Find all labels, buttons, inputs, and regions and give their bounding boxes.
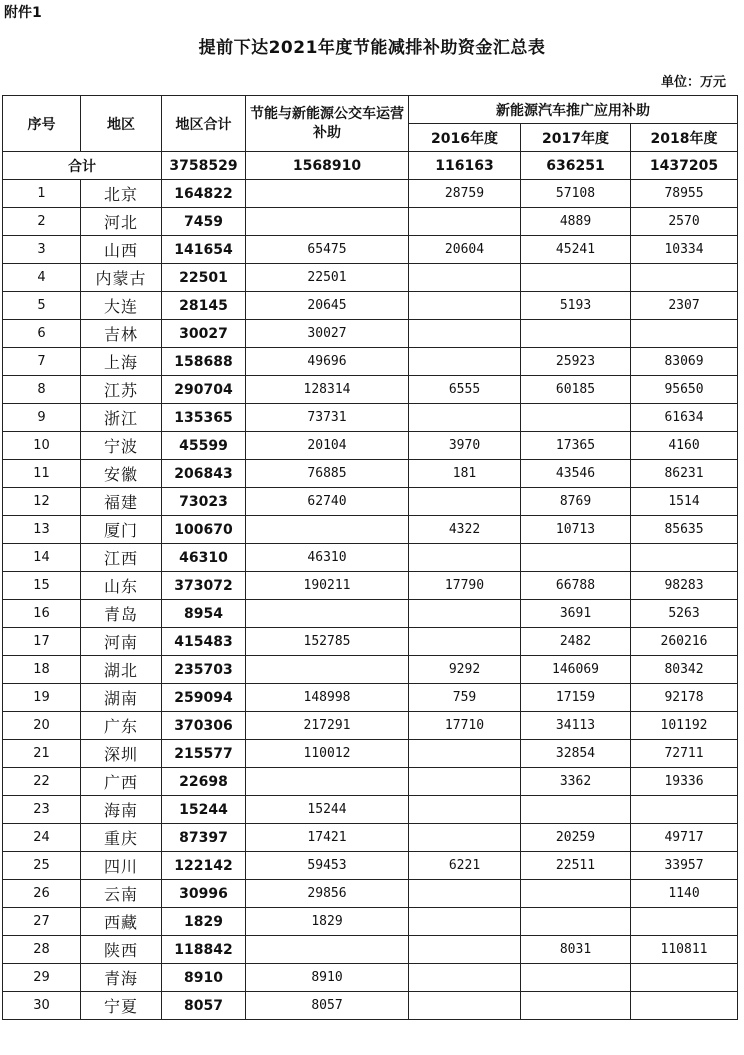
row-2018: 10334 (631, 236, 738, 264)
row-region-total: 28145 (162, 292, 246, 320)
row-2016: 17790 (409, 572, 521, 600)
row-2016: 20604 (409, 236, 521, 264)
row-index: 11 (3, 460, 81, 488)
row-2016: 4322 (409, 516, 521, 544)
subsidy-summary-table (2, 95, 738, 1020)
row-region-total: 7459 (162, 208, 246, 236)
row-region-total: 259094 (162, 684, 246, 712)
row-bus-subsidy (246, 656, 409, 684)
row-index: 27 (3, 908, 81, 936)
table-row (3, 432, 738, 460)
row-region-total: 30027 (162, 320, 246, 348)
row-2018: 83069 (631, 348, 738, 376)
row-bus-subsidy (246, 600, 409, 628)
row-2018 (631, 320, 738, 348)
document-title: 提前下达2021年度节能减排补助资金汇总表 (198, 38, 546, 58)
row-bus-subsidy: 17421 (246, 824, 409, 852)
table-row (3, 964, 738, 992)
row-bus-subsidy: 30027 (246, 320, 409, 348)
total-region-sum: 3758529 (162, 152, 246, 180)
row-region-total: 100670 (162, 516, 246, 544)
row-2018: 33957 (631, 852, 738, 880)
row-2017: 66788 (521, 572, 631, 600)
header-nev-subsidy: 新能源汽车推广应用补助 (409, 96, 738, 124)
row-2016 (409, 796, 521, 824)
table-row (3, 852, 738, 880)
row-2017: 22511 (521, 852, 631, 880)
row-region: 上海 (81, 348, 162, 376)
row-2017: 60185 (521, 376, 631, 404)
row-bus-subsidy: 49696 (246, 348, 409, 376)
row-index: 4 (3, 264, 81, 292)
row-region: 云南 (81, 880, 162, 908)
row-region-total: 46310 (162, 544, 246, 572)
row-region: 海南 (81, 796, 162, 824)
row-index: 16 (3, 600, 81, 628)
row-bus-subsidy: 76885 (246, 460, 409, 488)
row-bus-subsidy: 128314 (246, 376, 409, 404)
row-bus-subsidy: 73731 (246, 404, 409, 432)
row-index: 13 (3, 516, 81, 544)
row-2016 (409, 824, 521, 852)
row-index: 19 (3, 684, 81, 712)
row-2017: 8769 (521, 488, 631, 516)
row-2018 (631, 264, 738, 292)
row-2017: 3362 (521, 768, 631, 796)
row-index: 14 (3, 544, 81, 572)
row-region: 青岛 (81, 600, 162, 628)
attachment-label: 附件1 (4, 5, 42, 21)
row-region: 厦门 (81, 516, 162, 544)
row-2018: 2307 (631, 292, 738, 320)
row-region-total: 164822 (162, 180, 246, 208)
row-index: 10 (3, 432, 81, 460)
row-2017: 57108 (521, 180, 631, 208)
row-index: 25 (3, 852, 81, 880)
row-2018: 1140 (631, 880, 738, 908)
table-row (3, 516, 738, 544)
row-region: 山东 (81, 572, 162, 600)
table-row (3, 992, 738, 1020)
row-bus-subsidy (246, 516, 409, 544)
row-bus-subsidy: 62740 (246, 488, 409, 516)
row-index: 21 (3, 740, 81, 768)
row-region: 重庆 (81, 824, 162, 852)
row-index: 8 (3, 376, 81, 404)
row-region-total: 22698 (162, 768, 246, 796)
row-region: 湖北 (81, 656, 162, 684)
row-2017 (521, 264, 631, 292)
total-2018: 1437205 (631, 152, 738, 180)
row-2016 (409, 908, 521, 936)
row-2017: 17159 (521, 684, 631, 712)
row-2017: 17365 (521, 432, 631, 460)
row-2018: 78955 (631, 180, 738, 208)
table-row (3, 180, 738, 208)
row-region-total: 235703 (162, 656, 246, 684)
row-region-total: 135365 (162, 404, 246, 432)
row-bus-subsidy: 8057 (246, 992, 409, 1020)
row-region: 四川 (81, 852, 162, 880)
row-bus-subsidy: 8910 (246, 964, 409, 992)
row-bus-subsidy: 65475 (246, 236, 409, 264)
row-2016: 6221 (409, 852, 521, 880)
row-2017: 2482 (521, 628, 631, 656)
row-2017: 8031 (521, 936, 631, 964)
row-2017 (521, 992, 631, 1020)
row-region: 陕西 (81, 936, 162, 964)
row-2017 (521, 796, 631, 824)
row-index: 1 (3, 180, 81, 208)
table-row (3, 572, 738, 600)
table-row (3, 320, 738, 348)
row-2018: 95650 (631, 376, 738, 404)
row-bus-subsidy: 59453 (246, 852, 409, 880)
row-2017: 45241 (521, 236, 631, 264)
row-2016 (409, 880, 521, 908)
row-2017: 5193 (521, 292, 631, 320)
row-2017 (521, 880, 631, 908)
row-bus-subsidy (246, 768, 409, 796)
row-region-total: 118842 (162, 936, 246, 964)
row-region-total: 206843 (162, 460, 246, 488)
table-row (3, 488, 738, 516)
row-region: 广西 (81, 768, 162, 796)
row-2016 (409, 600, 521, 628)
row-bus-subsidy (246, 936, 409, 964)
row-region: 吉林 (81, 320, 162, 348)
row-2016 (409, 544, 521, 572)
row-bus-subsidy: 22501 (246, 264, 409, 292)
row-region-total: 141654 (162, 236, 246, 264)
row-index: 22 (3, 768, 81, 796)
row-region-total: 87397 (162, 824, 246, 852)
row-bus-subsidy: 15244 (246, 796, 409, 824)
row-2017: 32854 (521, 740, 631, 768)
row-region-total: 370306 (162, 712, 246, 740)
row-index: 17 (3, 628, 81, 656)
row-bus-subsidy: 46310 (246, 544, 409, 572)
row-2018: 98283 (631, 572, 738, 600)
row-2018: 61634 (631, 404, 738, 432)
header-year-2017: 2017年度 (521, 124, 631, 152)
row-2018: 260216 (631, 628, 738, 656)
header-index: 序号 (3, 96, 81, 152)
header-row-1 (3, 96, 738, 124)
row-region: 河北 (81, 208, 162, 236)
row-index: 6 (3, 320, 81, 348)
row-2016: 759 (409, 684, 521, 712)
row-2017 (521, 908, 631, 936)
table-row (3, 796, 738, 824)
row-region-total: 158688 (162, 348, 246, 376)
row-2016: 28759 (409, 180, 521, 208)
row-2016: 6555 (409, 376, 521, 404)
row-2018: 2570 (631, 208, 738, 236)
row-2018: 1514 (631, 488, 738, 516)
row-2016 (409, 628, 521, 656)
row-index: 5 (3, 292, 81, 320)
row-bus-subsidy: 152785 (246, 628, 409, 656)
row-region: 广东 (81, 712, 162, 740)
row-index: 15 (3, 572, 81, 600)
row-bus-subsidy: 148998 (246, 684, 409, 712)
row-2016 (409, 936, 521, 964)
table-row (3, 236, 738, 264)
row-index: 9 (3, 404, 81, 432)
row-2017: 3691 (521, 600, 631, 628)
table-row (3, 740, 738, 768)
unit-label: 单位：万元 (660, 75, 726, 90)
row-2018: 86231 (631, 460, 738, 488)
row-2017: 4889 (521, 208, 631, 236)
row-region-total: 8057 (162, 992, 246, 1020)
row-2017 (521, 404, 631, 432)
row-region-total: 15244 (162, 796, 246, 824)
row-region: 江西 (81, 544, 162, 572)
row-region-total: 290704 (162, 376, 246, 404)
row-index: 18 (3, 656, 81, 684)
row-2016: 3970 (409, 432, 521, 460)
row-2016 (409, 740, 521, 768)
row-2017: 20259 (521, 824, 631, 852)
header-region: 地区 (81, 96, 162, 152)
table-row (3, 404, 738, 432)
table-row (3, 936, 738, 964)
header-bus-subsidy: 节能与新能源公交车运营补助 (246, 96, 409, 152)
row-index: 12 (3, 488, 81, 516)
row-region: 河南 (81, 628, 162, 656)
row-2016: 9292 (409, 656, 521, 684)
total-label: 合计 (3, 152, 162, 180)
row-bus-subsidy (246, 208, 409, 236)
row-2018: 5263 (631, 600, 738, 628)
row-2018: 85635 (631, 516, 738, 544)
row-region: 深圳 (81, 740, 162, 768)
row-region: 宁夏 (81, 992, 162, 1020)
row-2018: 49717 (631, 824, 738, 852)
row-index: 2 (3, 208, 81, 236)
row-2017: 10713 (521, 516, 631, 544)
row-region-total: 45599 (162, 432, 246, 460)
row-2017 (521, 320, 631, 348)
row-2017 (521, 964, 631, 992)
row-2016 (409, 992, 521, 1020)
row-index: 7 (3, 348, 81, 376)
row-bus-subsidy: 217291 (246, 712, 409, 740)
row-region: 安徽 (81, 460, 162, 488)
row-region-total: 30996 (162, 880, 246, 908)
row-2018 (631, 992, 738, 1020)
row-2016 (409, 404, 521, 432)
total-2016: 116163 (409, 152, 521, 180)
header-year-2016: 2016年度 (409, 124, 521, 152)
total-2017: 636251 (521, 152, 631, 180)
row-index: 20 (3, 712, 81, 740)
row-2017: 34113 (521, 712, 631, 740)
row-index: 30 (3, 992, 81, 1020)
table-row (3, 264, 738, 292)
table-row (3, 712, 738, 740)
row-2017: 43546 (521, 460, 631, 488)
table-row (3, 824, 738, 852)
row-bus-subsidy: 1829 (246, 908, 409, 936)
row-index: 28 (3, 936, 81, 964)
row-bus-subsidy (246, 180, 409, 208)
row-2016 (409, 964, 521, 992)
row-region: 山西 (81, 236, 162, 264)
table-row (3, 656, 738, 684)
row-2018: 110811 (631, 936, 738, 964)
table-row (3, 376, 738, 404)
row-2016 (409, 768, 521, 796)
row-region-total: 415483 (162, 628, 246, 656)
table-row (3, 880, 738, 908)
row-region: 北京 (81, 180, 162, 208)
total-bus: 1568910 (246, 152, 409, 180)
row-2016 (409, 348, 521, 376)
total-row (3, 152, 738, 180)
row-region-total: 22501 (162, 264, 246, 292)
row-bus-subsidy: 190211 (246, 572, 409, 600)
row-index: 23 (3, 796, 81, 824)
row-region: 西藏 (81, 908, 162, 936)
row-region: 湖南 (81, 684, 162, 712)
row-region-total: 8954 (162, 600, 246, 628)
table-row (3, 908, 738, 936)
row-2017: 146069 (521, 656, 631, 684)
row-region-total: 215577 (162, 740, 246, 768)
row-region: 大连 (81, 292, 162, 320)
row-region-total: 122142 (162, 852, 246, 880)
row-2017 (521, 544, 631, 572)
row-index: 29 (3, 964, 81, 992)
row-region-total: 1829 (162, 908, 246, 936)
row-bus-subsidy: 110012 (246, 740, 409, 768)
table-row (3, 348, 738, 376)
row-region: 福建 (81, 488, 162, 516)
row-2018: 4160 (631, 432, 738, 460)
table-row (3, 208, 738, 236)
row-2016 (409, 320, 521, 348)
row-index: 24 (3, 824, 81, 852)
table-row (3, 600, 738, 628)
row-bus-subsidy: 20104 (246, 432, 409, 460)
row-2018: 92178 (631, 684, 738, 712)
table-row (3, 684, 738, 712)
row-bus-subsidy: 20645 (246, 292, 409, 320)
table-row (3, 628, 738, 656)
row-region-total: 8910 (162, 964, 246, 992)
row-2016 (409, 292, 521, 320)
row-region: 内蒙古 (81, 264, 162, 292)
table-row (3, 460, 738, 488)
row-2018 (631, 964, 738, 992)
header-region-total: 地区合计 (162, 96, 246, 152)
row-region: 宁波 (81, 432, 162, 460)
row-2018: 72711 (631, 740, 738, 768)
row-region: 浙江 (81, 404, 162, 432)
row-2016 (409, 264, 521, 292)
row-index: 26 (3, 880, 81, 908)
header-year-2018: 2018年度 (631, 124, 738, 152)
row-2018: 101192 (631, 712, 738, 740)
row-bus-subsidy: 29856 (246, 880, 409, 908)
table-row (3, 292, 738, 320)
row-2016: 181 (409, 460, 521, 488)
table-row (3, 544, 738, 572)
row-2016 (409, 488, 521, 516)
row-2016: 17710 (409, 712, 521, 740)
row-region: 青海 (81, 964, 162, 992)
row-index: 3 (3, 236, 81, 264)
row-2018 (631, 908, 738, 936)
row-2018 (631, 796, 738, 824)
row-2018 (631, 544, 738, 572)
row-2017: 25923 (521, 348, 631, 376)
row-region: 江苏 (81, 376, 162, 404)
row-2016 (409, 208, 521, 236)
row-2018: 19336 (631, 768, 738, 796)
row-region-total: 373072 (162, 572, 246, 600)
row-2018: 80342 (631, 656, 738, 684)
row-region-total: 73023 (162, 488, 246, 516)
table-row (3, 768, 738, 796)
